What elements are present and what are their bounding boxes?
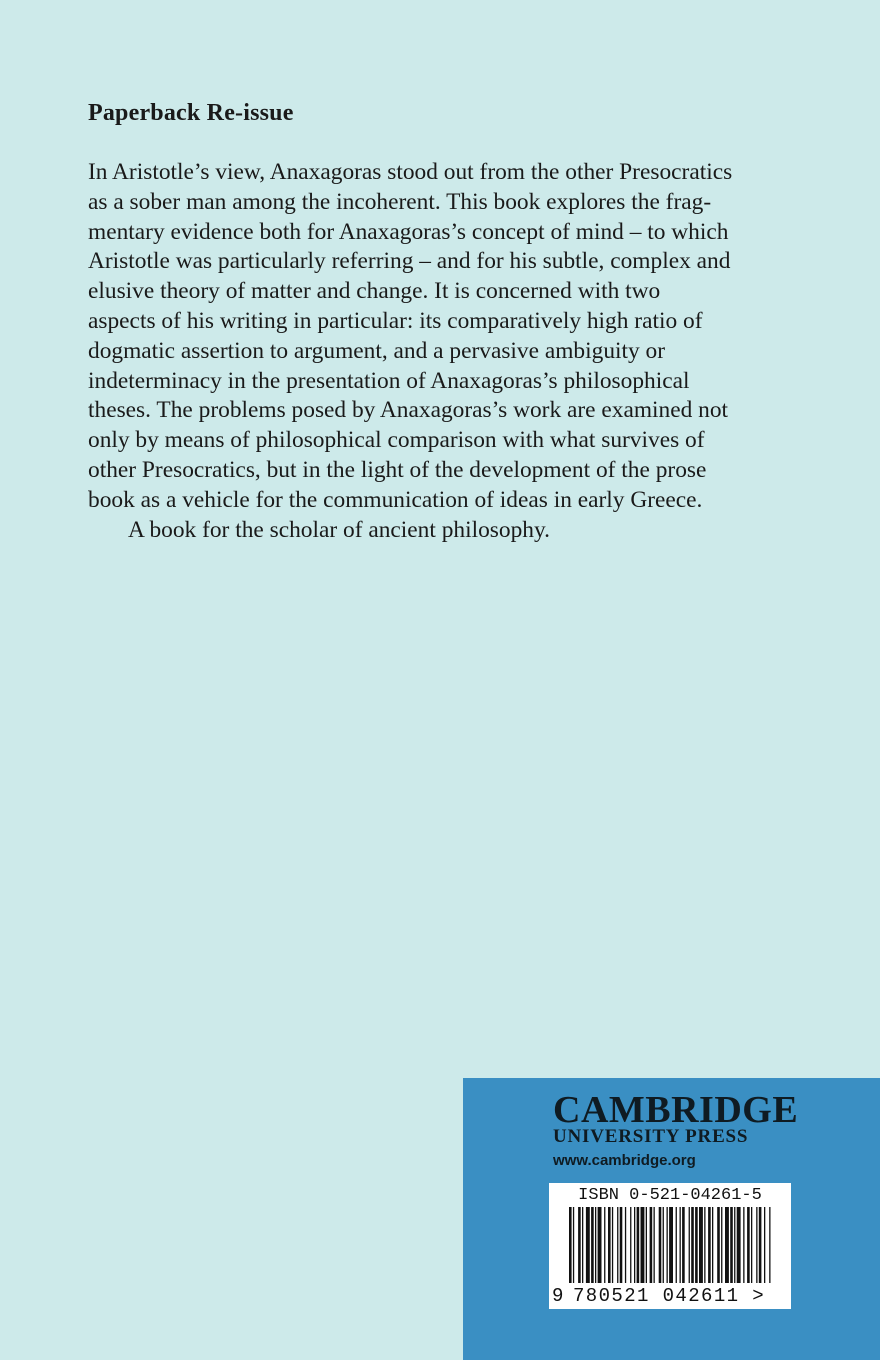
- publisher-box: [463, 1078, 880, 1360]
- blurb-line: book as a vehicle for the communication of ideas in early Greece.: [88, 486, 703, 513]
- barcode-bar: [625, 1207, 626, 1283]
- barcode-bar: [612, 1207, 613, 1283]
- barcode-bar: [578, 1207, 581, 1283]
- barcode-bar: [725, 1207, 729, 1283]
- blurb-line: only by means of philosophical comparison with what survives of: [88, 427, 705, 454]
- barcode-bar: [608, 1207, 611, 1283]
- barcode-bar: [680, 1207, 681, 1283]
- blurb-line: dogmatic assertion to argument, and a pervasive ambiguity or: [88, 337, 666, 364]
- barcode-bar: [667, 1207, 668, 1283]
- blurb-line: Aristotle was particularly referring – and for his subtle, complex and: [88, 248, 731, 275]
- barcode-bar: [641, 1207, 645, 1283]
- closing-line: A book for the scholar of ancient philosophy.: [128, 516, 551, 543]
- barcode-bar: [699, 1207, 703, 1283]
- blurb-line: as a sober man among the incoherent. This book explores the frag-: [88, 188, 712, 215]
- barcode-bar: [634, 1207, 635, 1283]
- barcode-bar: [730, 1207, 733, 1283]
- isbn-label: ISBN 0-521-04261-5: [578, 1186, 762, 1205]
- barcode-bar: [756, 1207, 757, 1283]
- publisher-logo-name: CAMBRIDGE: [553, 1089, 799, 1131]
- barcode-bar: [582, 1207, 583, 1283]
- barcode-bar: [676, 1207, 677, 1283]
- blurb-line: aspects of his writing in particular: its comparatively high ratio of: [88, 307, 703, 334]
- barcode-bar: [689, 1207, 690, 1283]
- barcode-bar: [586, 1207, 590, 1283]
- barcode-bar: [650, 1207, 653, 1283]
- barcode-bar: [663, 1207, 664, 1283]
- barcode-bar: [747, 1207, 750, 1283]
- blurb-line: elusive theory of matter and change. It is concerned with two: [88, 278, 661, 305]
- barcode-bar: [751, 1207, 752, 1283]
- barcode-bar: [708, 1207, 711, 1283]
- barcode-bar: [591, 1207, 594, 1283]
- blurb-line: mentary evidence both for Anaxagoras’s concept of mind – to which: [88, 218, 729, 245]
- barcode-bar: [759, 1207, 762, 1283]
- barcode-bar: [646, 1207, 647, 1283]
- barcode-bar: [764, 1207, 765, 1283]
- blurb-line: In Aristotle’s view, Anaxagoras stood out from the other Presocratics: [88, 159, 733, 185]
- blurb-heading: Paperback Re-issue: [88, 100, 294, 126]
- barcode-bar: [721, 1207, 722, 1283]
- barcode-bar: [769, 1207, 770, 1283]
- barcode-bar: [620, 1207, 623, 1283]
- publisher-url: www.cambridge.org: [553, 1152, 696, 1169]
- barcode-bar: [691, 1207, 694, 1283]
- barcode-bar: [717, 1207, 720, 1283]
- barcode-bar: [682, 1207, 685, 1283]
- barcode-bar: [654, 1207, 655, 1283]
- barcode-first-digit: 9: [552, 1285, 564, 1307]
- barcode-bar: [704, 1207, 705, 1283]
- barcode-bar: [569, 1207, 572, 1283]
- barcode-digits: 780521 042611 >: [573, 1285, 766, 1307]
- barcode-bars: [569, 1207, 773, 1287]
- barcode-bar: [604, 1207, 605, 1283]
- publisher-logo-subtitle: UNIVERSITY PRESS: [553, 1126, 749, 1147]
- barcode-bar: [737, 1207, 741, 1283]
- barcode-bar: [630, 1207, 631, 1283]
- blurb-line: theses. The problems posed by Anaxagoras’s work are examined not: [88, 397, 729, 424]
- blurb-text: [88, 158, 808, 545]
- barcode-bar: [598, 1207, 602, 1283]
- barcode-bar: [595, 1207, 596, 1283]
- blurb-line: other Presocratics, but in the light of the development of the prose: [88, 456, 707, 483]
- barcode-bar: [637, 1207, 640, 1283]
- barcode-bar: [712, 1207, 713, 1283]
- barcode-bar: [573, 1207, 574, 1283]
- barcode-bar: [669, 1207, 673, 1283]
- isbn-barcode: [549, 1183, 791, 1309]
- barcode-bar: [743, 1207, 744, 1283]
- barcode-bar: [734, 1207, 735, 1283]
- barcode-bar: [659, 1207, 662, 1283]
- barcode-bar: [695, 1207, 698, 1283]
- blurb-line: indeterminacy in the presentation of Anaxagoras’s philosophical: [88, 367, 690, 394]
- barcode-bar: [617, 1207, 618, 1283]
